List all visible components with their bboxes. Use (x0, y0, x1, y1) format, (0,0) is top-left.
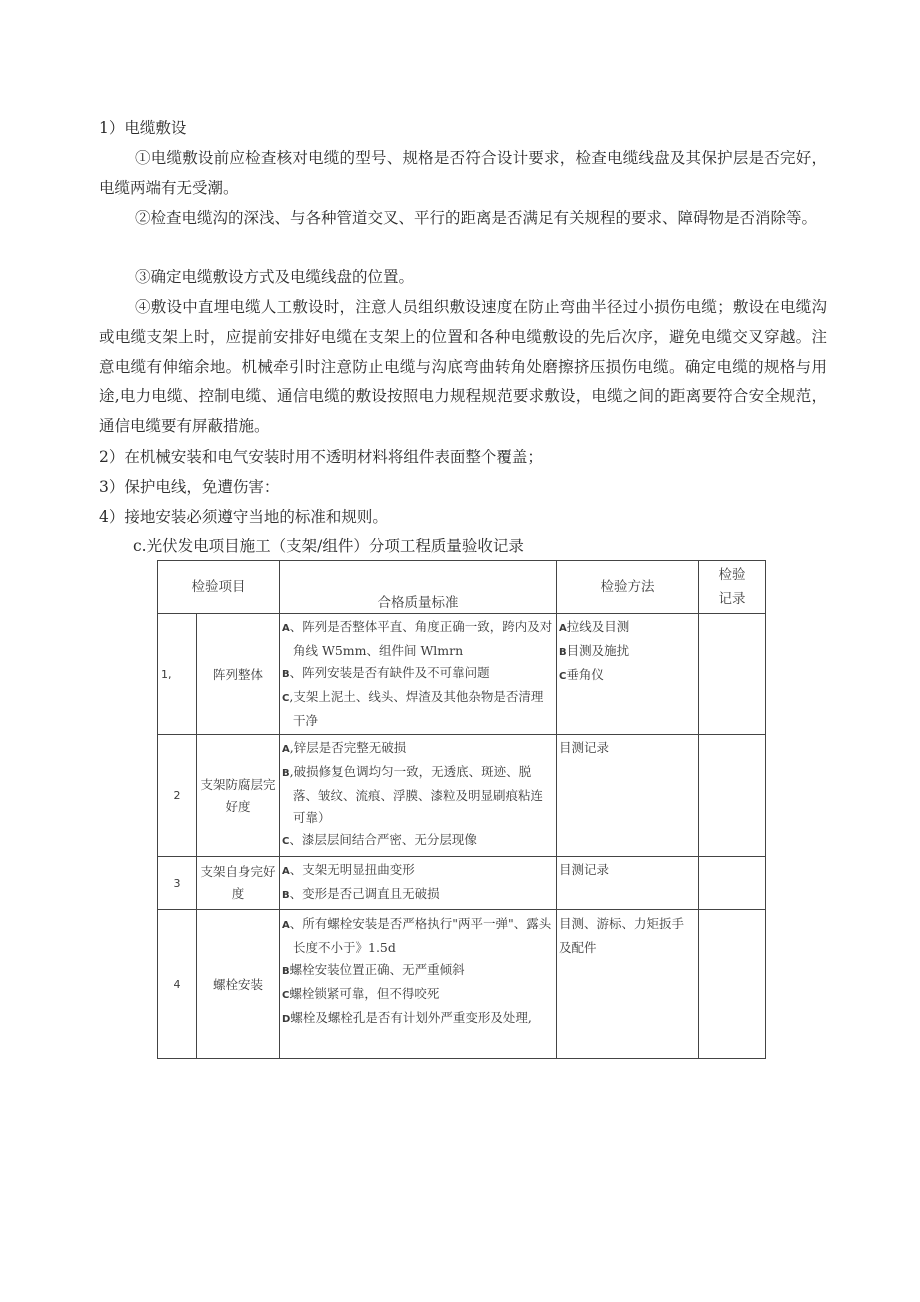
item-3: 3）保护电线，免遭伤害： (99, 478, 280, 496)
row-method: 目测、游标、力矩扳手及配件 (557, 910, 699, 1059)
table-row (158, 735, 766, 857)
row-record (699, 735, 766, 857)
item-2: 2）在机械安装和电气安装时用不透明材料将组件表面整个覆盖； (99, 448, 543, 466)
header-item: 检验项目 (158, 561, 280, 614)
header-record-line1: 检验 (718, 567, 746, 583)
row-number: 3 (158, 857, 197, 910)
row-item: 支架防腐层完好度 (197, 735, 280, 857)
table-row (158, 910, 766, 1059)
table-row (158, 614, 766, 735)
table-header-row (158, 561, 766, 614)
row-number: 2 (158, 735, 197, 857)
header-record-line2: 记录 (718, 591, 746, 607)
header-method: 检验方法 (557, 561, 699, 614)
row-method: 目测记录 (557, 857, 699, 910)
row-record (699, 857, 766, 910)
header-record (699, 561, 766, 614)
row-method: 目测记录 (557, 735, 699, 857)
row-number: 4 (158, 910, 197, 1059)
row-criteria: A、支架无明显扭曲变形 B、变形是否己调直且无破损 (280, 857, 557, 910)
row-number: 1, (158, 614, 197, 735)
header-standard: 合格质量标准 (280, 561, 557, 614)
row-method: A拉线及目测 B目测及施扰 C垂角仪 (557, 614, 699, 735)
row-criteria: A,锌层是否完整无破损 B,破损修复色调均匀一致，无透底、斑迹、脱落、皱纹、流痕、浮膜、漆粒及明显刷痕粘连可靠） C、漆层层间结合严密、无分层现像 (280, 735, 557, 857)
row-record (699, 910, 766, 1059)
row-record (699, 614, 766, 735)
row-item: 支架自身完好度 (197, 857, 280, 910)
row-criteria: A、所有螺栓安装是否严格执行"两平一弹"、露头长度不小于》1.5d B螺栓安装位置正确、无严重倾斜 C螺栓锁紧可靠，但不得咬死 D螺栓及螺栓孔是否有计划外严重变形及处理, (280, 910, 557, 1059)
row-item: 阵列整体 (197, 614, 280, 735)
paragraph-1: ①电缆敷设前应检查核对电缆的型号、规格是否符合设计要求，检查电缆线盘及其保护层是否完好，电缆两端有无受潮。 (99, 149, 827, 197)
section-title: 1）电缆敷设 (99, 119, 187, 137)
quality-acceptance-table (157, 560, 766, 1059)
row-criteria: A、阵列是否整体平直、角度正确一致，跨内及对角线 W5mm、组件间 Wlmrn B、阵列安装是否有缺件及不可靠问题 C,支架上泥土、线头、焊渣及其他杂物是否清理干净 (280, 614, 557, 735)
item-4: 4）接地安装必须遵守当地的标准和规则。 (99, 508, 388, 526)
row-item: 螺栓安装 (197, 910, 280, 1059)
paragraph-3: ③确定电缆敷设方式及电缆线盘的位置。 (135, 268, 415, 286)
table-row (158, 857, 766, 910)
paragraph-4: ④敷设中直埋电缆人工敷设时，注意人员组织敷设速度在防止弯曲半径过小损伤电缆；敷设在电缆沟或电缆支架上时，应提前安排好电缆在支架上的位置和各种电缆敷设的先后次序，避免电缆交叉穿越。注意电缆有伸缩余地。机械牵引时注意防止电缆与沟底弯曲转角处磨擦挤压损伤电缆。确定电缆的规格与用途,电力电缆、控制电缆、通信电缆的敷设按照电力规程规范要求敷设，电缆之间的距离要符合安全规范，通信电缆要有屏蔽措施。 (99, 298, 827, 436)
table-title: c.光伏发电项目施工（支架/组件）分项工程质量验收记录 (133, 537, 524, 555)
paragraph-2: ②检查电缆沟的深浅、与各种管道交叉、平行的距离是否满足有关规程的要求、障碍物是否消除等。 (135, 209, 818, 227)
